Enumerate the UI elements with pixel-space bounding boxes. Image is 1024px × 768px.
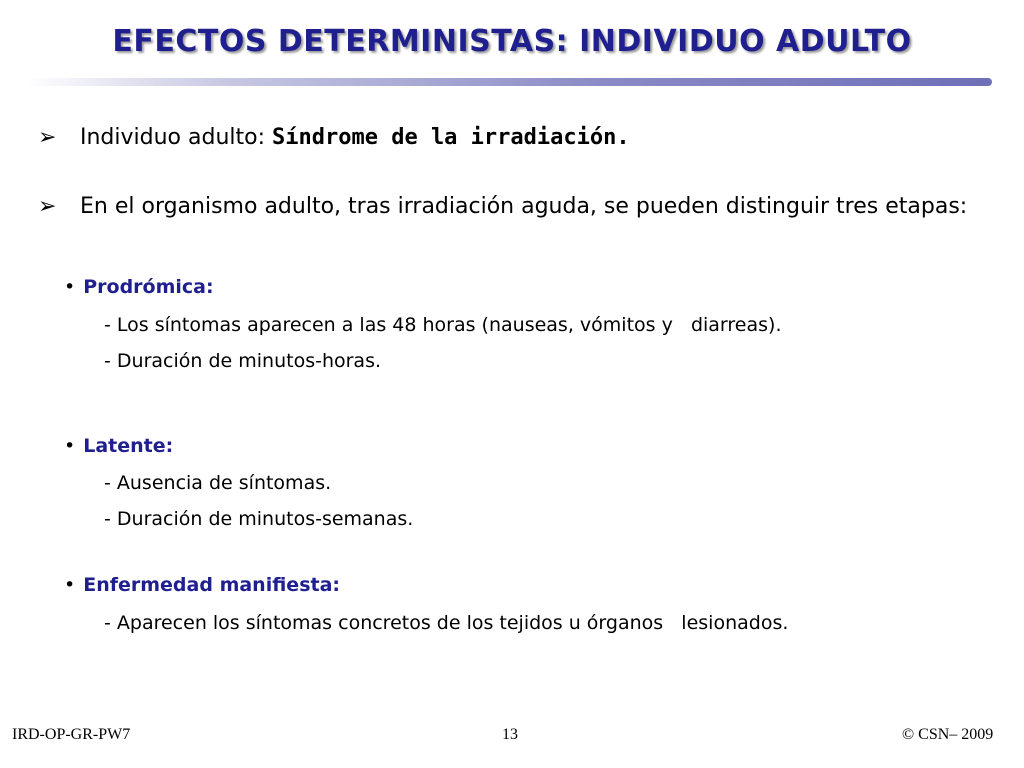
footer-copyright: © CSN– 2009: [902, 726, 994, 743]
bullet-dot-icon: •: [64, 276, 76, 298]
arrow-bullet-icon: ➢: [38, 194, 57, 219]
bullet-text-2: En el organismo adulto, tras irradiación aguda, se pueden distinguir tres etapas:: [80, 194, 968, 219]
title-underline-bar: [26, 78, 992, 86]
stage-heading-label: Prodrómica:: [83, 276, 214, 298]
stage-heading-enfermedad: [64, 574, 340, 596]
stage-detail: - Ausencia de síntomas.: [104, 472, 332, 494]
bullet-dot-icon: •: [64, 574, 76, 596]
bullet-text-1: [80, 123, 630, 153]
footer-page-number: 13: [502, 726, 518, 743]
bullet-dot-icon: •: [64, 435, 76, 457]
stage-heading-label: Latente:: [83, 435, 174, 457]
stage-detail: - Los síntomas aparecen a las 48 horas (nauseas, vómitos y diarreas).: [104, 314, 782, 336]
footer-document-code: IRD-OP-GR-PW7: [12, 726, 131, 743]
stage-heading-label: Enfermedad manifiesta:: [83, 574, 341, 596]
bullet-text-plain: Individuo adulto:: [80, 125, 272, 150]
bullet-text-bold: Síndrome de la irradiación.: [272, 125, 630, 150]
stage-detail: - Duración de minutos-horas.: [104, 350, 382, 372]
stage-detail: - Duración de minutos-semanas.: [104, 508, 414, 530]
stage-heading-prodromica: [64, 276, 214, 298]
stage-heading-latente: [64, 435, 173, 457]
stage-detail: - Aparecen los síntomas concretos de los tejidos u órganos lesionados.: [104, 612, 789, 634]
slide-title: EFECTOS DETERMINISTAS: INDIVIDUO ADULTO: [112, 24, 912, 59]
arrow-bullet-icon: ➢: [38, 125, 57, 150]
